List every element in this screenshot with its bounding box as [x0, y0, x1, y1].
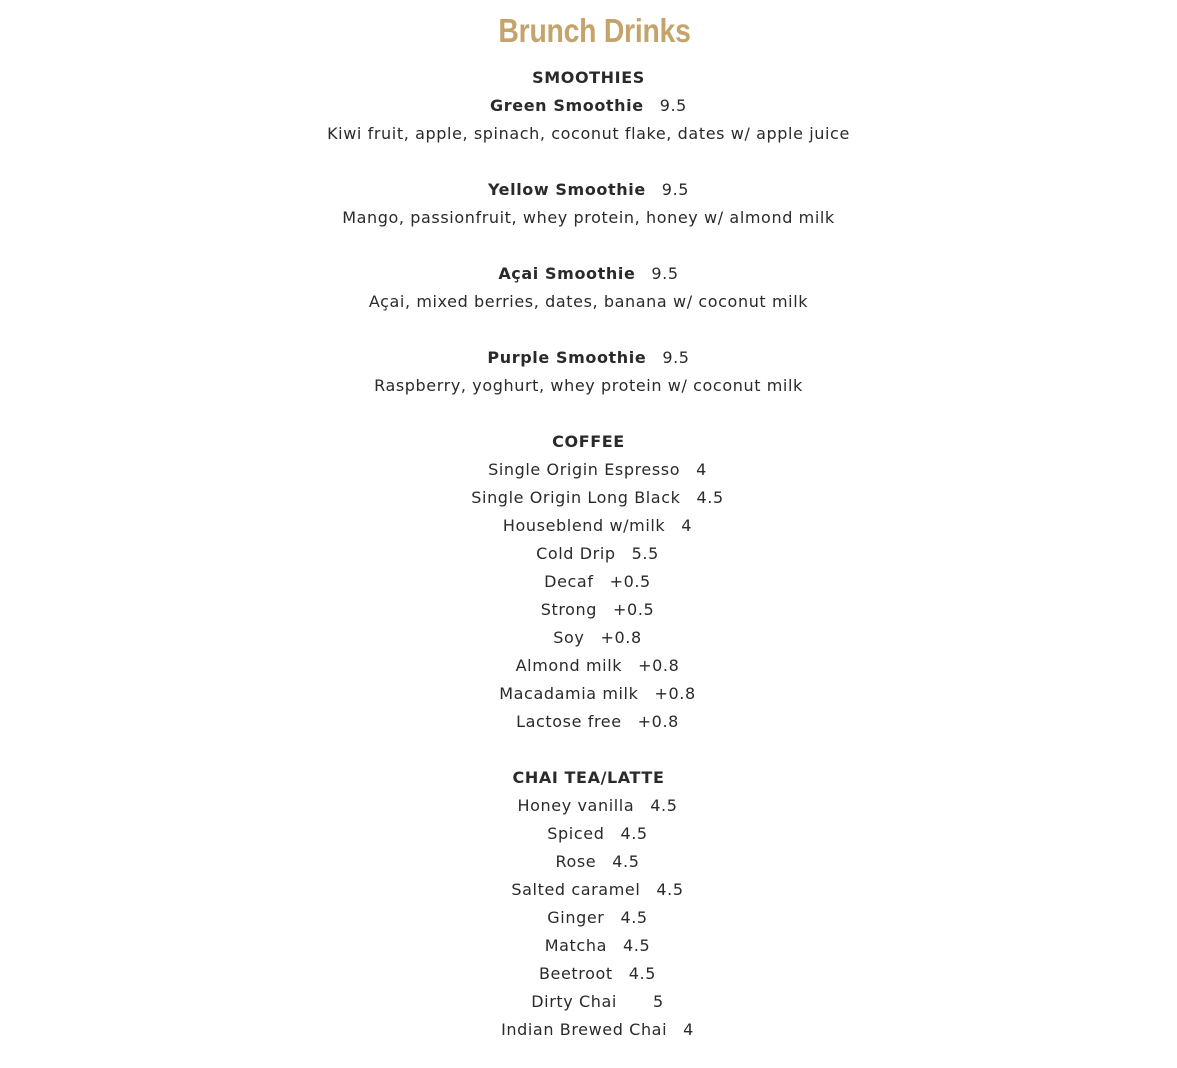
item-name: Macadamia milk: [499, 684, 639, 703]
item-name: Ginger: [547, 908, 605, 927]
item-name: Beetroot: [538, 964, 613, 983]
item-price: 5.5: [631, 544, 659, 563]
item-name: Lactose free: [516, 712, 622, 731]
item-price: 4: [683, 1020, 694, 1039]
item-name: Yellow Smoothie: [487, 180, 646, 199]
item-name: Soy: [553, 628, 585, 647]
item-name: Houseblend w/milk: [502, 516, 666, 535]
menu-item: [0, 848, 1177, 876]
menu-item: [0, 344, 1177, 400]
menu-item: [0, 456, 1177, 484]
menu-item: [0, 540, 1177, 568]
menu-item: [0, 652, 1177, 680]
item-price: 4.5: [628, 964, 657, 983]
item-name: Dirty Chai: [531, 992, 617, 1011]
menu-item: [0, 680, 1177, 708]
item-name: Cold Drip: [536, 544, 616, 563]
item-price: +0.5: [613, 600, 655, 619]
item-price: 4.5: [612, 852, 640, 871]
item-name: Spiced: [547, 824, 605, 843]
menu-item: [0, 904, 1177, 932]
menu-item: [0, 568, 1177, 596]
coffee-section: [0, 428, 1177, 764]
menu-item: [0, 960, 1177, 988]
item-name: Indian Brewed Chai: [501, 1020, 668, 1039]
menu-item: [0, 260, 1177, 316]
item-description: Kiwi fruit, apple, spinach, coconut flake, dates w/ apple juice: [327, 124, 850, 143]
item-description: Raspberry, yoghurt, whey protein w/ coconut milk: [374, 376, 803, 395]
item-price: 4: [681, 516, 693, 535]
item-price: 4.5: [622, 936, 651, 955]
item-price: 9.5: [662, 348, 690, 367]
menu-item: [0, 988, 1177, 1016]
item-price: +0.5: [609, 572, 651, 591]
spacer: [0, 316, 1177, 344]
item-price: +0.8: [637, 712, 679, 731]
item-description: Mango, passionfruit, whey protein, honey w/ almond milk: [342, 208, 835, 227]
chai-section: [0, 764, 1177, 1044]
spacer: [0, 148, 1177, 176]
menu-item: [0, 876, 1177, 904]
menu-item: [0, 596, 1177, 624]
item-name: Honey vanilla: [517, 796, 635, 815]
spacer: [0, 736, 1177, 764]
item-price: +0.8: [638, 656, 680, 675]
item-price: 4.5: [696, 488, 724, 507]
menu-item: [0, 92, 1177, 148]
item-price: 9.5: [659, 96, 687, 115]
menu-item: [0, 708, 1177, 736]
item-price: 4.5: [620, 908, 648, 927]
item-name: Single Origin Long Black: [471, 488, 681, 507]
item-name: Açai Smoothie: [498, 264, 636, 283]
menu-item: [0, 820, 1177, 848]
item-name: Green Smoothie: [490, 96, 644, 115]
section-heading-smoothies: SMOOTHIES: [532, 68, 645, 87]
item-price: 4.5: [650, 796, 678, 815]
spacer: [0, 232, 1177, 260]
item-name: Strong: [540, 600, 598, 619]
menu-item: [0, 1016, 1177, 1044]
spacer: [0, 400, 1177, 428]
item-price: +0.8: [600, 628, 642, 647]
item-name: Matcha: [544, 936, 607, 955]
item-name: Purple Smoothie: [487, 348, 647, 367]
section-heading-coffee: COFFEE: [552, 432, 625, 451]
menu-item: [0, 792, 1177, 820]
menu-item: [0, 512, 1177, 540]
section-heading-chai: CHAI TEA/LATTE: [512, 768, 665, 787]
item-name: Single Origin Espresso: [488, 460, 681, 479]
item-name: Rose: [555, 852, 597, 871]
item-price: 9.5: [651, 264, 679, 283]
smoothies-section: [0, 64, 1177, 428]
menu-title: Brunch Drinks: [498, 12, 691, 49]
menu-item: [0, 624, 1177, 652]
item-price: 9.5: [661, 180, 690, 199]
item-price: +0.8: [654, 684, 696, 703]
item-price: 5: [652, 992, 664, 1011]
menu-item: [0, 176, 1177, 232]
item-price: 4.5: [656, 880, 684, 899]
item-name: Decaf: [544, 572, 594, 591]
menu-item: [0, 484, 1177, 512]
item-price: 4: [696, 460, 707, 479]
item-name: Salted caramel: [511, 880, 641, 899]
item-price: 4.5: [620, 824, 648, 843]
menu-item: [0, 932, 1177, 960]
item-name: Almond milk: [515, 656, 623, 675]
item-description: Açai, mixed berries, dates, banana w/ coconut milk: [368, 292, 809, 311]
